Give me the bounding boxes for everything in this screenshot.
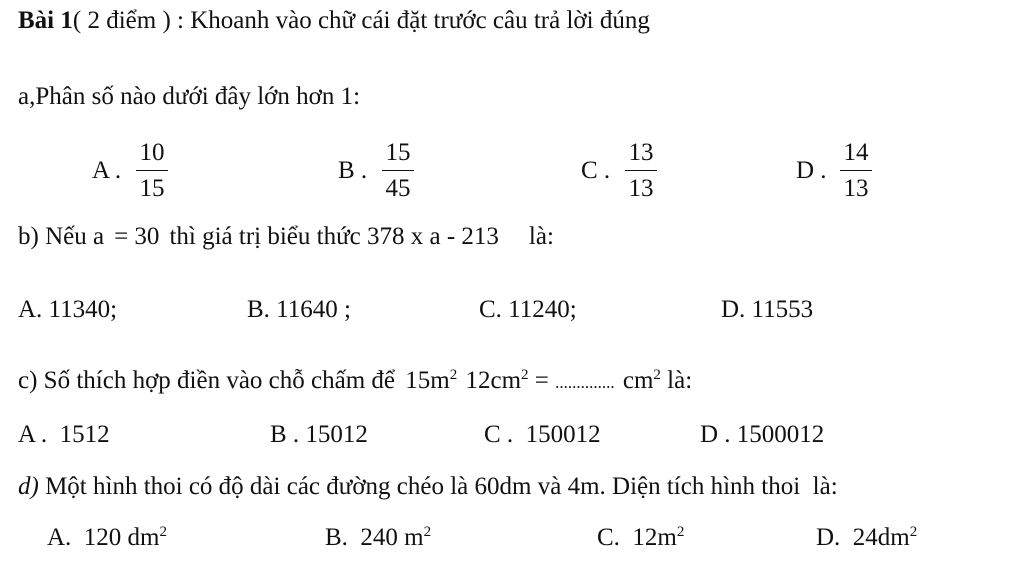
option-letter: A . bbox=[92, 157, 122, 184]
blank-dots: .............. bbox=[555, 373, 615, 392]
question-b-part: = 30 bbox=[114, 223, 160, 250]
superscript: 2 bbox=[653, 367, 661, 383]
question-d-text: Một hình thoi có độ dài các đường chéo là 60dm và 4m. Diện tích hình thoi là: bbox=[38, 473, 838, 500]
superscript: 2 bbox=[521, 367, 529, 383]
question-d bbox=[18, 474, 838, 499]
option-text: C. 12m bbox=[597, 524, 677, 551]
question-c-part: c) Số thích hợp điền vào chỗ chấm để bbox=[18, 367, 396, 394]
fraction bbox=[382, 140, 414, 201]
option-b-4: D. 11553 bbox=[721, 296, 814, 323]
question-b-part: b) Nếu a bbox=[18, 223, 105, 250]
question-b-part: là: bbox=[528, 223, 554, 250]
question-c bbox=[18, 368, 692, 393]
denominator: 13 bbox=[628, 175, 654, 202]
numerator: 15 bbox=[382, 140, 414, 171]
question-a: a,Phân số nào dưới đây lớn hơn 1: bbox=[18, 83, 361, 110]
option-text: A. 120 dm bbox=[47, 524, 160, 551]
question-c-part: 12cm bbox=[465, 367, 522, 394]
question-b-part: thì giá trị biểu thức 378 x a - 213 bbox=[169, 223, 499, 250]
denominator: 13 bbox=[843, 175, 869, 202]
superscript: 2 bbox=[159, 524, 167, 540]
question-d-label: d) bbox=[18, 473, 39, 500]
fraction bbox=[136, 140, 168, 201]
exercise-number: Bài 1 bbox=[18, 7, 73, 34]
denominator: 45 bbox=[385, 175, 411, 202]
option-letter: B . bbox=[338, 157, 368, 184]
option-c-1: A . 1512 bbox=[18, 421, 110, 448]
question-c-part: là: bbox=[667, 367, 693, 394]
numerator: 10 bbox=[136, 140, 168, 171]
option-b-3: C. 11240; bbox=[479, 296, 577, 323]
question-c-part: cm bbox=[622, 367, 654, 394]
option-d-4 bbox=[816, 525, 917, 550]
option-c-4: D . 1500012 bbox=[700, 421, 825, 448]
option-d-3 bbox=[597, 525, 684, 550]
superscript: 2 bbox=[423, 524, 432, 540]
option-d-2 bbox=[325, 525, 431, 550]
superscript: 2 bbox=[449, 367, 458, 383]
denominator: 15 bbox=[139, 175, 165, 202]
question-c-part: = bbox=[534, 367, 549, 394]
option-text: B. 240 m bbox=[325, 524, 424, 551]
fraction bbox=[840, 140, 872, 201]
option-letter: C . bbox=[581, 157, 611, 184]
superscript: 2 bbox=[676, 524, 685, 540]
numerator: 13 bbox=[625, 140, 657, 171]
exercise-title bbox=[18, 8, 650, 33]
option-b-1: A. 11340; bbox=[18, 296, 118, 323]
question-c-part: 15m bbox=[405, 367, 450, 394]
exercise-instruction: ( 2 điểm ) : Khoanh vào chữ cái đặt trước câu trả lời đúng bbox=[72, 7, 650, 34]
option-letter: D . bbox=[796, 157, 827, 184]
question-b bbox=[18, 224, 554, 249]
fraction bbox=[625, 140, 657, 201]
option-c-2: B . 15012 bbox=[270, 421, 368, 448]
numerator: 14 bbox=[840, 140, 872, 171]
option-text: D. 24dm bbox=[816, 524, 910, 551]
superscript: 2 bbox=[909, 524, 918, 540]
option-c-3: C . 150012 bbox=[484, 421, 601, 448]
option-b-2: B. 11640 ; bbox=[247, 296, 351, 323]
option-d-1 bbox=[47, 525, 167, 550]
